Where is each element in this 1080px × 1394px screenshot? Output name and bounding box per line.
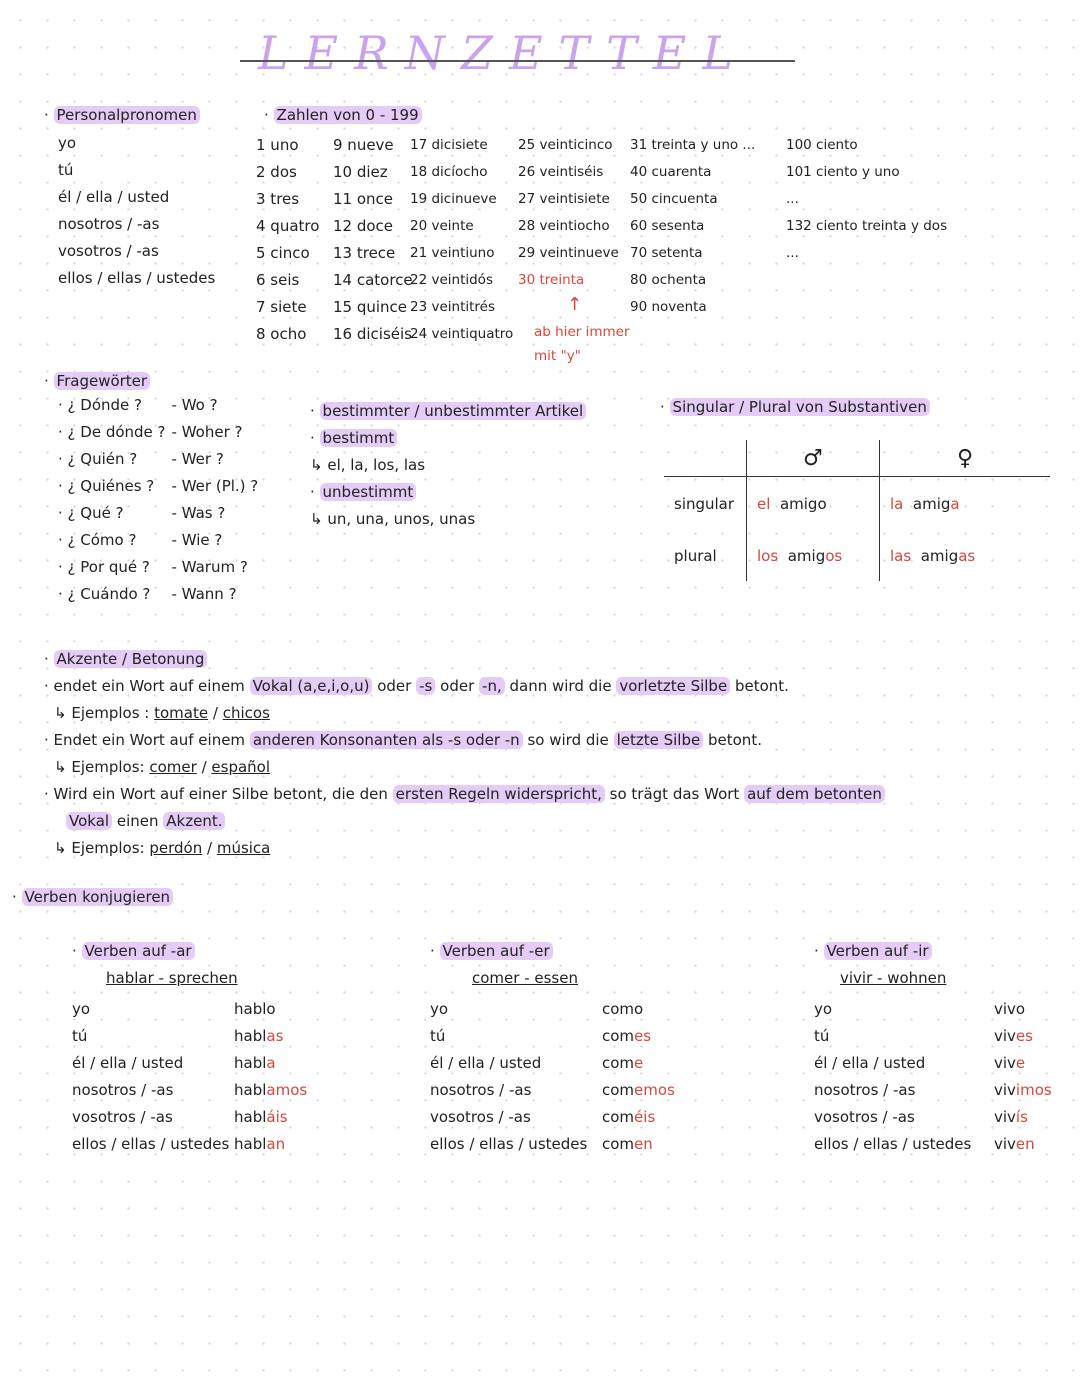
- number-item: 17 dicisiete: [410, 137, 488, 153]
- number-item: 15 quince: [333, 298, 408, 316]
- fragewoerter-section: [44, 372, 258, 608]
- question-word-item: · ¿ Cuándo ? - Wann ?: [58, 585, 237, 603]
- question-word-list: [58, 392, 258, 608]
- number-item: 132 ciento treinta y dos: [786, 218, 948, 234]
- verb-ir-sub: vivir - wohnen: [840, 969, 947, 987]
- conj-row: él / ella / usted habl a: [72, 1054, 276, 1072]
- page-title: LERNZETTEL: [258, 26, 749, 80]
- number-item: 25 veinticinco: [518, 137, 613, 153]
- singular-plural-table: [664, 440, 1050, 581]
- title-underline: [240, 60, 795, 62]
- verb-er-table: [430, 996, 675, 1158]
- bestimmt-articles: ↳ el, la, los, las: [310, 456, 426, 474]
- conj-row: nosotros / -as habl amos: [72, 1081, 308, 1099]
- pronoun-item: yo: [58, 134, 77, 152]
- conj-row: vosotros / -as viv ís: [814, 1108, 1028, 1126]
- zahlen-col-6: [786, 132, 947, 267]
- number-item: 2 dos: [256, 163, 297, 181]
- verb-ir-section: [814, 938, 1052, 1158]
- question-word-item: · ¿ Cómo ? - Wie ?: [58, 531, 223, 549]
- akzente-rule-1: · endet ein Wort auf einem Vokal (a,e,i,o,u) oder -s oder -n, dann wird die vorletzte Silbe betont.: [44, 677, 789, 695]
- number-item: 101 ciento y uno: [786, 164, 900, 180]
- number-item: 12 doce: [333, 217, 394, 235]
- pronoun-item: tú: [58, 161, 74, 179]
- number-item: 60 sesenta: [630, 218, 705, 234]
- unbestimmt-label: · unbestimmt: [310, 479, 586, 506]
- question-word-item: · ¿ Quiénes ? - Wer (Pl.) ?: [58, 477, 259, 495]
- akzente-rule-2: · Endet ein Wort auf einem anderen Konsonanten als -s oder -n so wird die letzte Silbe betont.: [44, 731, 762, 749]
- question-word-item: · ¿ Quién ? - Wer ?: [58, 450, 224, 468]
- number-item: 22 veintidós: [410, 272, 493, 288]
- number-item: 1 uno: [256, 136, 299, 154]
- bestimmt-label: · bestimmt: [310, 425, 586, 452]
- conj-row: yo como: [430, 1000, 644, 1018]
- zahlen-col-5: [630, 132, 755, 321]
- conj-row: nosotros / -as com emos: [430, 1081, 675, 1099]
- number-item: 14 catorce: [333, 271, 413, 289]
- number-item: 70 setenta: [630, 245, 703, 261]
- verb-ar-sub: hablar - sprechen: [106, 969, 238, 987]
- number-item: 4 quatro: [256, 217, 320, 235]
- conj-row: ellos / ellas / ustedes com en: [430, 1135, 653, 1153]
- question-word-item: · ¿ De dónde ? - Woher ?: [58, 423, 243, 441]
- plural-female: las amigas: [880, 531, 1051, 581]
- conj-row: él / ella / usted viv e: [814, 1054, 1026, 1072]
- conj-row: vosotros / -as habl áis: [72, 1108, 288, 1126]
- pronoun-item: él / ella / usted: [58, 188, 170, 206]
- number-item: 6 seis: [256, 271, 300, 289]
- conj-row: él / ella / usted com e: [430, 1054, 644, 1072]
- number-item: 26 veintiséis: [518, 164, 604, 180]
- verb-ar-table: [72, 996, 307, 1158]
- singular-label: singular: [674, 494, 735, 513]
- female-icon: ♀: [880, 440, 1051, 477]
- zahlen-col-3: [410, 132, 513, 348]
- singular-female: la amiga: [880, 477, 1051, 531]
- artikel-section: [310, 398, 586, 533]
- verben-heading: · Verben konjugieren: [12, 888, 173, 906]
- number-item: 5 cinco: [256, 244, 310, 262]
- verb-er-section: [430, 938, 675, 1158]
- question-word-item: · ¿ Por qué ? - Warum ?: [58, 558, 248, 576]
- akzente-example-2: ↳ Ejemplos: comer / español: [54, 758, 271, 776]
- conj-row: vosotros / -as com éis: [430, 1108, 656, 1126]
- akzente-example-1: ↳ Ejemplos : tomate / chicos: [54, 704, 270, 722]
- singular-male: el amigo: [747, 477, 880, 531]
- number-item: 11 once: [333, 190, 394, 208]
- conj-row: tú habl as: [72, 1027, 284, 1045]
- question-word-item: · ¿ Dónde ? - Wo ?: [58, 396, 218, 414]
- verb-ir-table: [814, 996, 1052, 1158]
- number-item: 30 treinta: [518, 272, 585, 288]
- akzente-example-3: ↳ Ejemplos: perdón / música: [54, 839, 271, 857]
- personalpronomen-heading: · Personalpronomen: [44, 106, 215, 124]
- number-item: 9 nueve: [333, 136, 394, 154]
- verb-er-heading: · Verben auf -er: [430, 938, 675, 965]
- number-item: 100 ciento: [786, 137, 858, 153]
- verb-ar-heading: · Verben auf -ar: [72, 938, 307, 965]
- plural-heading: · Singular / Plural von Substantiven: [660, 398, 930, 416]
- conj-row: ellos / ellas / ustedes habl an: [72, 1135, 286, 1153]
- zahlen-col-2: [333, 132, 413, 348]
- number-item: 18 dicíocho: [410, 164, 488, 180]
- number-item: ...: [786, 245, 799, 261]
- akzente-rule-3-cont: Vokal einen Akzent.: [66, 808, 885, 835]
- zahlen-note: ab hier immer mit "y": [534, 324, 630, 364]
- conj-row: ellos / ellas / ustedes viv en: [814, 1135, 1035, 1153]
- number-item: 7 siete: [256, 298, 307, 316]
- akzente-heading: · Akzente / Betonung: [44, 646, 885, 673]
- pronoun-item: nosotros / -as: [58, 215, 160, 233]
- conj-row: tú com es: [430, 1027, 652, 1045]
- zahlen-col-4: [518, 132, 619, 294]
- conj-row: yo hablo: [72, 1000, 276, 1018]
- personalpronomen-section: [44, 106, 215, 292]
- plural-male: los amigos: [747, 531, 880, 581]
- number-item: 3 tres: [256, 190, 300, 208]
- zahlen-heading: · Zahlen von 0 - 199: [264, 106, 422, 124]
- number-item: 10 diez: [333, 163, 388, 181]
- verb-ir-heading: · Verben auf -ir: [814, 938, 1052, 965]
- verb-ar-section: [72, 938, 307, 1158]
- number-item: 19 dicinueve: [410, 191, 497, 207]
- number-item: 23 veintitrés: [410, 299, 496, 315]
- number-item: ...: [786, 191, 799, 207]
- number-item: 31 treinta y uno ...: [630, 137, 756, 153]
- akzente-section: [44, 646, 885, 862]
- number-item: 16 diciséis: [333, 325, 412, 343]
- number-item: 27 veintisiete: [518, 191, 610, 207]
- number-item: 29 veintinueve: [518, 245, 619, 261]
- number-item: 28 veintiocho: [518, 218, 610, 234]
- conj-row: yo vivo: [814, 1000, 1026, 1018]
- male-icon: ♂: [747, 440, 880, 477]
- artikel-heading: · bestimmter / unbestimmter Artikel: [310, 398, 586, 425]
- number-item: 20 veinte: [410, 218, 474, 234]
- verb-er-sub: comer - essen: [472, 969, 578, 987]
- unbestimmt-articles: ↳ un, una, unos, unas: [310, 510, 476, 528]
- pronoun-list: [58, 130, 215, 292]
- fragewoerter-heading: · Fragewörter: [44, 372, 258, 390]
- number-item: 80 ochenta: [630, 272, 707, 288]
- pronoun-item: vosotros / -as: [58, 242, 159, 260]
- number-item: 24 veintiquatro: [410, 326, 514, 342]
- question-word-item: · ¿ Qué ? - Was ?: [58, 504, 226, 522]
- conj-row: nosotros / -as viv imos: [814, 1081, 1052, 1099]
- conj-row: tú viv es: [814, 1027, 1033, 1045]
- number-item: 13 trece: [333, 244, 396, 262]
- number-item: 90 noventa: [630, 299, 707, 315]
- number-item: 21 veintiuno: [410, 245, 495, 261]
- arrow-up-icon: ↑: [567, 294, 583, 315]
- number-item: 40 cuarenta: [630, 164, 712, 180]
- akzente-rule-3: · Wird ein Wort auf einer Silbe betont, die den ersten Regeln widerspricht, so trägt das Wort auf dem betonten: [44, 781, 885, 808]
- number-item: 8 ocho: [256, 325, 307, 343]
- number-item: 50 cincuenta: [630, 191, 718, 207]
- zahlen-col-1: [256, 132, 319, 348]
- pronoun-item: ellos / ellas / ustedes: [58, 269, 216, 287]
- plural-label: plural: [674, 546, 717, 565]
